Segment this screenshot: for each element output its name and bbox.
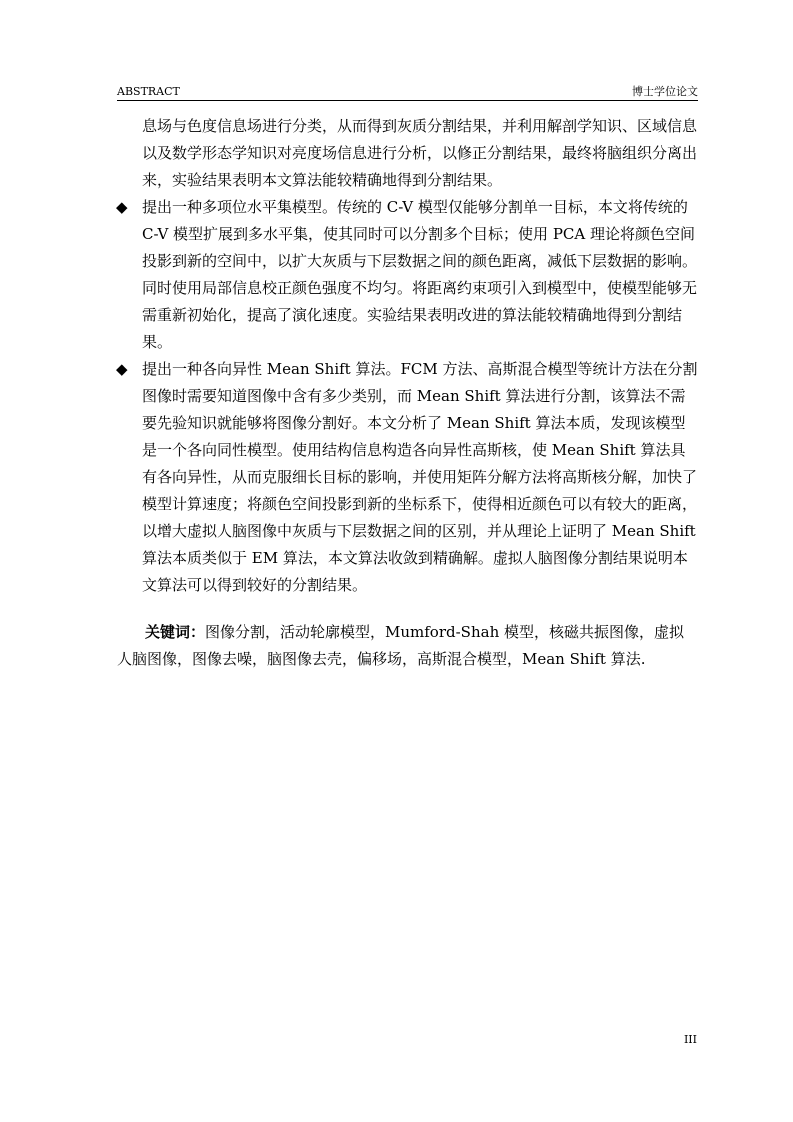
diamond-bullet-icon: ◆: [116, 360, 128, 378]
continuation-paragraph: 息场与色度信息场进行分类，从而得到灰质分割结果，并利用解剖学知识、区域信息以及数学形态学知识对亮度场信息进行分析，以修正分割结果，最终将脑组织分离出来，实验结果表明本文算法能较精确地得到分割结果。: [142, 117, 698, 189]
diamond-bullet-icon: ◆: [116, 198, 128, 216]
header-section-title: ABSTRACT: [117, 85, 180, 98]
keywords-paragraph: [117, 619, 698, 673]
keywords-label: 关键词：: [145, 623, 206, 641]
abstract-body: [117, 113, 698, 673]
bullet-text: 提出一种多项位水平集模型。传统的 C-V 模型仅能够分割单一目标，本文将传统的 C-V 模型扩展到多水平集，使其同时可以分割多个目标；使用 PCA 理论将颜色空间投影到新的空间中，以扩大灰质与下层数据之间的颜色距离，减低下层数据的影响。同时使用局部信息校正颜色强度不均匀。将距离约束项引入到模型中，使模型能够无需重新初始化，提高了演化速度。实验结果表明改进的算法能较精确地得到分割结果。: [142, 198, 698, 351]
bullet-item-level-set: [117, 194, 698, 356]
bullet-text: 提出一种各向异性 Mean Shift 算法。FCM 方法、高斯混合模型等统计方法在分割图像时需要知道图像中含有多少类别，而 Mean Shift 算法进行分割，该算法不需要先验知识就能够将图像分割好。本文分析了 Mean Shift 算法本质，发现该模型是一个各向同性模型。使用结构信息构造各向异性高斯核，使 Mean Shift 算法具有各向异性，从而克服细长目标的影响，并使用矩阵分解方法将高斯核分解，加快了模型计算速度；将颜色空间投影到新的坐标系下，使得相近颜色可以有较大的距离，以增大虚拟人脑图像中灰质与下层数据之间的区别，并从理论上证明了 Mean Shift 算法本质类似于 EM 算法，本文算法收敛到精确解。虚拟人脑图像分割结果说明本文算法可以得到较好的分割结果。: [142, 360, 698, 594]
keywords-text: 图像分割，活动轮廓模型，Mumford-Shah 模型，核磁共振图像，虚拟人脑图像，图像去噪，脑图像去壳，偏移场，高斯混合模型，Mean Shift 算法.: [117, 623, 684, 668]
page-number: III: [683, 1033, 697, 1046]
header-rule: [117, 100, 698, 101]
header-document-type: 博士学位论文: [632, 85, 698, 98]
page-header: [117, 84, 698, 100]
bullet-item-mean-shift: [117, 356, 698, 599]
